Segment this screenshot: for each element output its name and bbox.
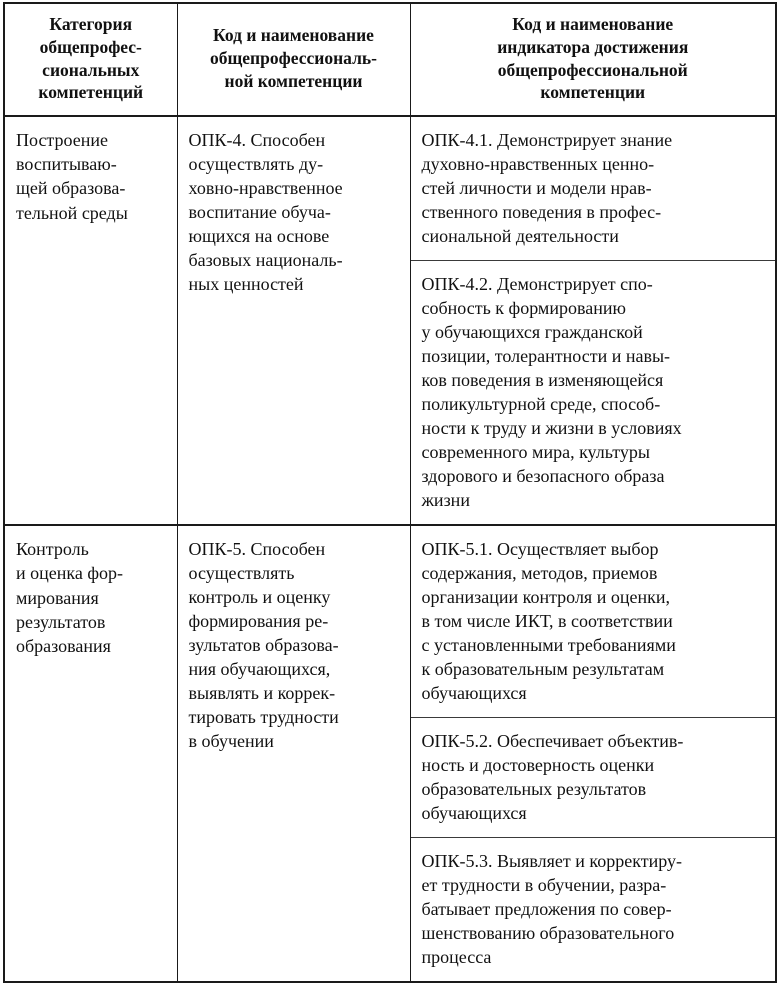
competency-table <box>3 2 777 983</box>
text-line: шенствованию образовательного <box>421 923 675 944</box>
column-header-category <box>4 3 177 116</box>
text-line: ОПК-5.1. Осуществляет выбор <box>421 539 659 560</box>
header-line: компетенций <box>38 82 144 103</box>
text-line: ОПК-4. Способен <box>188 130 326 150</box>
cell-category <box>4 525 177 982</box>
text-line: ОПК-4.1. Демонстрирует знание <box>421 130 673 150</box>
cell-indicator <box>410 718 776 838</box>
text-line: в том числе ИКТ, в соответствии <box>421 611 673 632</box>
text-line: стей личности и модели нрав- <box>421 178 652 199</box>
cell-indicator <box>410 525 776 718</box>
text-line: сиональной деятельности <box>421 226 619 247</box>
text-line: ющихся на основе <box>188 226 330 247</box>
text-line: ности к труду и жизни в условиях <box>421 418 682 439</box>
text-line: ственного поведения в профес- <box>421 202 662 223</box>
text-line: образовательных результатов <box>421 779 647 800</box>
table-row <box>4 525 776 718</box>
table-row <box>4 116 776 261</box>
text-line: щей образова- <box>16 178 126 199</box>
text-line: ность и достоверность оценки <box>421 755 655 776</box>
text-line: ных ценностей <box>188 274 304 295</box>
header-row <box>4 3 776 116</box>
cell-indicator <box>410 838 776 983</box>
text-line: обучающихся <box>421 803 527 824</box>
header-line: Код и наименование <box>213 25 374 46</box>
text-line: ОПК-4.2. Демонстрирует спо- <box>421 274 653 295</box>
text-line: результатов <box>16 611 106 632</box>
text-line: жизни <box>421 490 470 511</box>
text-line: здорового и безопасного образа <box>421 466 665 487</box>
text-line: современного мира, культуры <box>421 442 650 463</box>
text-line: батывает предложения по совер- <box>421 899 672 920</box>
text-line: ОПК-5.3. Выявляет и корректиру- <box>421 851 682 872</box>
text-line: осуществлять <box>188 563 295 584</box>
cell-competency <box>177 525 410 982</box>
text-line: воспитываю- <box>16 154 117 175</box>
cell-indicator <box>410 116 776 261</box>
text-line: ховно-нравственное <box>188 178 343 199</box>
cell-indicator <box>410 261 776 526</box>
text-line: ния обучающихся, <box>188 659 331 680</box>
header-line: компетенции <box>540 82 646 103</box>
text-line: зультатов образова- <box>188 635 339 656</box>
text-line: ОПК-5.2. Обеспечивает объектив- <box>421 731 684 752</box>
text-line: ОПК-5. Способен <box>188 539 326 560</box>
table-body <box>4 116 776 982</box>
text-line: в обучении <box>188 731 274 752</box>
text-line: осуществлять ду- <box>188 154 324 175</box>
text-line: к образовательным результатам <box>421 659 665 680</box>
header-line: общепрофессиональ- <box>210 48 377 69</box>
header-line: ной компетенции <box>224 70 363 91</box>
header-line: Код и наименование <box>512 14 674 34</box>
cell-category <box>4 116 177 525</box>
text-line: Контроль <box>16 539 89 560</box>
text-line: выявлять и коррек- <box>188 683 336 704</box>
table-header <box>4 3 776 116</box>
text-line: формирования ре- <box>188 611 329 632</box>
text-line: организации контроля и оценки, <box>421 587 670 608</box>
text-line: содержания, методов, приемов <box>421 563 658 584</box>
header-line: Категория <box>49 14 133 34</box>
text-line: тельной среды <box>16 202 128 223</box>
header-line: общепрофессиональной <box>497 59 688 80</box>
text-line: Построение <box>16 130 108 150</box>
text-line: обучающихся <box>421 683 527 704</box>
text-line: мирования <box>16 587 99 608</box>
text-line: позиции, толерантности и навы- <box>421 346 671 367</box>
text-line: поликультурной среде, способ- <box>421 394 661 415</box>
column-header-competency-code <box>177 3 410 116</box>
text-line: собность к формированию <box>421 298 626 319</box>
cell-competency <box>177 116 410 525</box>
header-line: индикатора достижения <box>497 36 689 57</box>
text-line: контроль и оценку <box>188 587 331 608</box>
text-line: у обучающихся гражданской <box>421 322 643 343</box>
text-line: процесса <box>421 947 492 968</box>
text-line: базовых националь- <box>188 250 343 271</box>
header-line: общепрофес- <box>39 36 142 57</box>
text-line: образования <box>16 636 111 657</box>
text-line: духовно-нравственных ценно- <box>421 154 655 175</box>
column-header-indicator <box>410 3 776 116</box>
text-line: и оценка фор- <box>16 563 124 584</box>
header-line: сиональных <box>42 59 140 80</box>
text-line: с установленными требованиями <box>421 635 676 656</box>
text-line: ков поведения в изменяющейся <box>421 370 664 391</box>
text-line: воспитание обуча- <box>188 202 331 223</box>
text-line: ет трудности в обучении, разра- <box>421 875 667 896</box>
text-line: тировать трудности <box>188 707 339 728</box>
